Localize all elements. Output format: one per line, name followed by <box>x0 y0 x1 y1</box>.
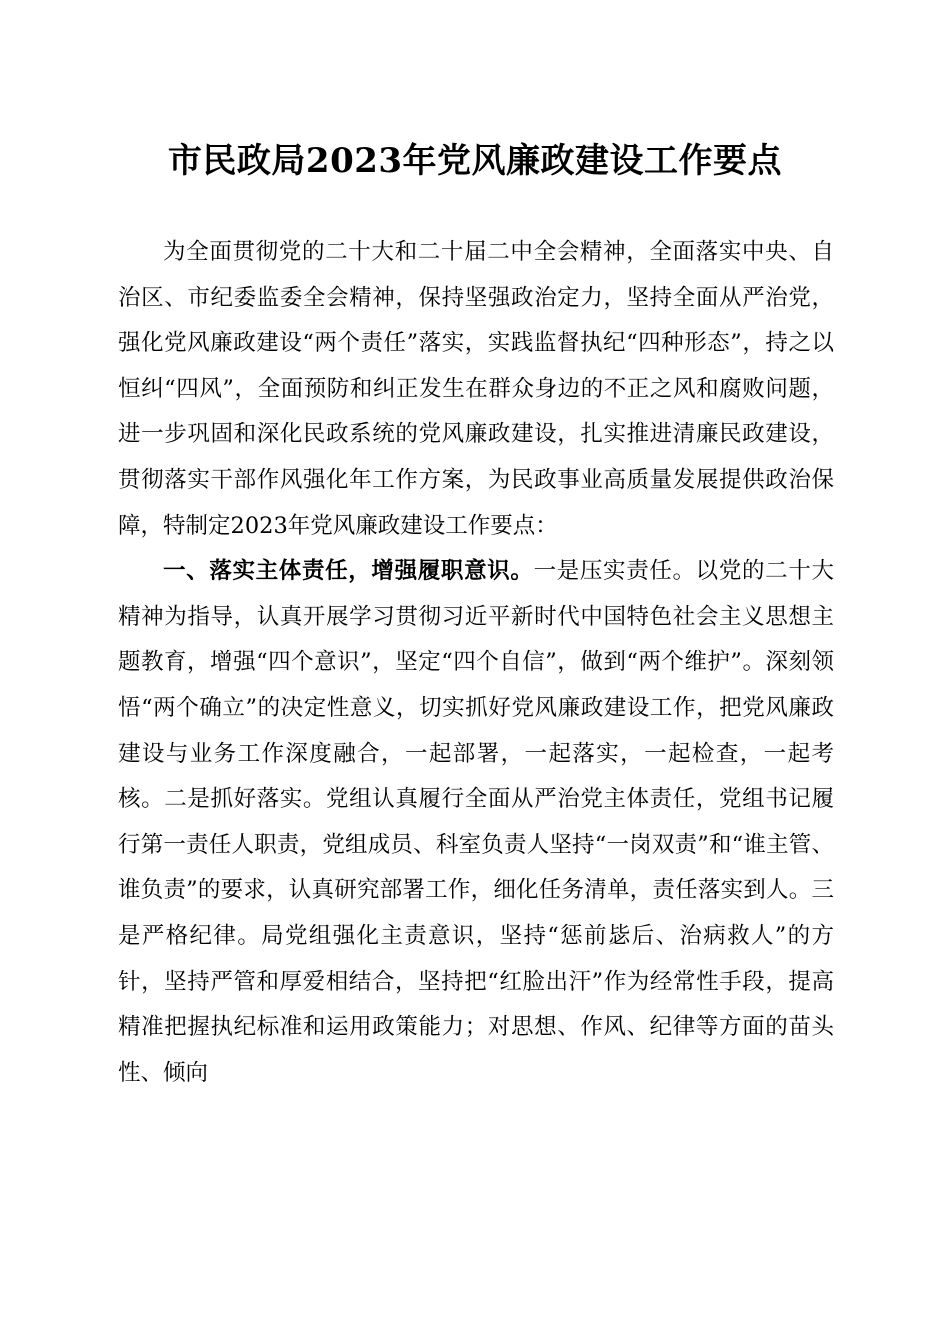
section-1-body: 一是压实责任。以党的二十大精神为指导，认真开展学习贯彻习近平新时代中国特色社会主义思想主题教育，增强“四个意识”，坚定“四个自信”，做到“两个维护”。深刻领悟“两个确立”的决定性意义，切实抓好党风廉政建设工作，把党风廉政建设与业务工作深度融合，一起部署，一起落实，一起检查，一起考核。二是抓好落实。党组认真履行全面从严治党主体责任，党组书记履行第一责任人职责，党组成员、科室负责人坚持“一岗双责”和“谁主管、谁负责”的要求，认真研究部署工作，细化任务清单，责任落实到人。三是严格纪律。局党组强化主责意识，坚持“惩前毖后、治病救人”的方针，坚持严管和厚爱相结合，坚持把“红脸出汗”作为经常性手段，提高精准把握执纪标准和运用政策能力；对思想、作风、纪律等方面的苗头性、倾向 <box>118 558 834 1086</box>
document-body <box>118 230 834 1096</box>
section-1-paragraph <box>118 549 834 1096</box>
document-title: 市民政局2023年党风廉政建设工作要点 <box>167 141 783 181</box>
section-1-heading: 一、落实主体责任，增强履职意识。 <box>163 558 534 585</box>
intro-paragraph: 为全面贯彻党的二十大和二十届二中全会精神，全面落实中央、自治区、市纪委监委全会精神，保持坚强政治定力，坚持全面从严治党，强化党风廉政建设“两个责任”落实，实践监督执纪“四种形态”，持之以恒纠“四风”，全面预防和纠正发生在群众身边的不正之风和腐败问题，进一步巩固和深化民政系统的党风廉政建设，扎实推进清廉民政建设，贯彻落实干部作风强化年工作方案，为民政事业高质量发展提供政治保障，特制定2023年党风廉政建设工作要点： <box>118 239 834 539</box>
